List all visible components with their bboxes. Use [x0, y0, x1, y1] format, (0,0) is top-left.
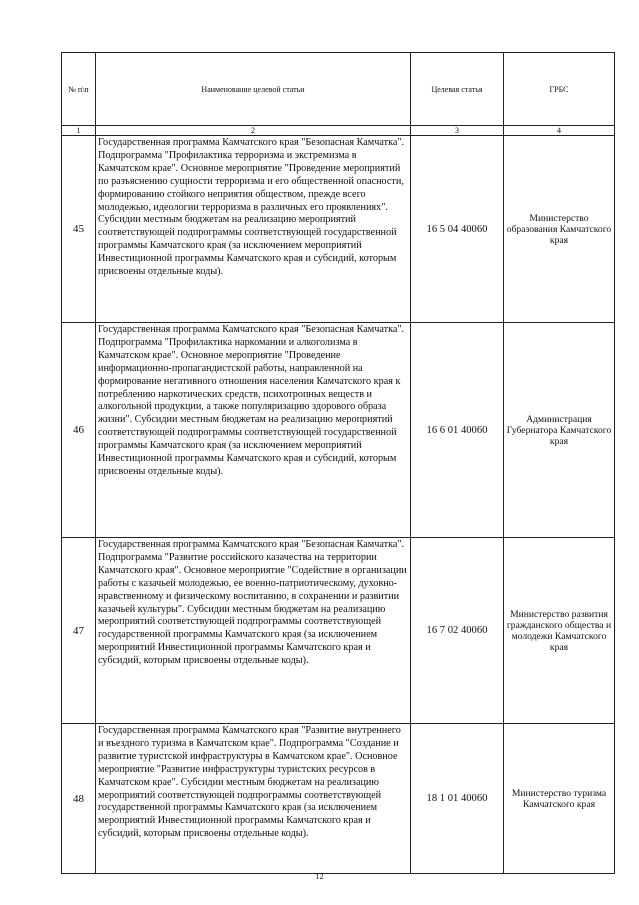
row-grbs: Администрация Губернатора Камчатского края	[504, 323, 615, 538]
header-code: Целевая статья	[411, 53, 504, 126]
row-number: 48	[62, 724, 96, 874]
column-index: 2	[96, 126, 411, 136]
row-code: 16 5 04 40060	[411, 136, 504, 323]
row-grbs: Министерство туризма Камчатского края	[504, 724, 615, 874]
row-code: 16 6 01 40060	[411, 323, 504, 538]
row-code: 16 7 02 40060	[411, 538, 504, 724]
table-header	[62, 53, 615, 126]
row-number: 47	[62, 538, 96, 724]
table-row	[62, 323, 615, 538]
header-num: № п\п	[62, 53, 96, 126]
column-index: 4	[504, 126, 615, 136]
page-number: 12	[315, 872, 324, 881]
row-grbs: Министерство образования Камчатского края	[504, 136, 615, 323]
row-name: Государственная программа Камчатского края "Развитие внутреннего и въездного туризма в Камчатском крае". Подпрограмма "Создание и развитие туристской инфраструктуры в Камчатском крае". Основное мероприятие "Развитие инфраструктуры туристских ресурсов в Камчатском крае". Субсидии местным бюджетам на реализацию мероприятий соответствующей подпрограммы соответствующей государственной программы Камчатского края (за исключением мероприятий Инвестиционной программы Камчатского края и субсидий, которым присвоены отдельные коды).	[96, 724, 411, 874]
row-number: 45	[62, 136, 96, 323]
row-grbs: Министерство развития гражданского общества и молодежи Камчатского края	[504, 538, 615, 724]
budget-table	[61, 52, 615, 874]
table-row	[62, 538, 615, 724]
row-number: 46	[62, 323, 96, 538]
column-index: 3	[411, 126, 504, 136]
row-name: Государственная программа Камчатского края "Безопасная Камчатка". Подпрограмма "Профилактика наркомании и алкоголизма в Камчатском крае". Основное мероприятие "Проведение информационно-пропагандистской работы, направленной на формирование негативного отношения населения Камчатского края к потреблению наркотических средств, психотропных веществ и алкогольной продукции, а также популяризацию здорового образа жизни". Субсидии местным бюджетам на реализацию мероприятий соответствующей подпрограммы соответствующей государственной программы Камчатского края (за исключением мероприятий Инвестиционной программы Камчатского края и субсидий, которым присвоены отдельные коды).	[96, 323, 411, 538]
row-name: Государственная программа Камчатского края "Безопасная Камчатка". Подпрограмма "Развитие российского казачества на территории Камчатского края". Основное мероприятие "Содействие в организации работы с казачьей молодежью, ее военно-патриотическому, духовно-нравственному и физическому воспитанию, в сохранении и развитии казачьей культуры". Субсидии местным бюджетам на реализацию мероприятий соответствующей подпрограммы соответствующей государственной программы Камчатского края (за исключением мероприятий Инвестиционной программы Камчатского края и субсидий, которым присвоены отдельные коды).	[96, 538, 411, 724]
table-row	[62, 724, 615, 874]
row-name: Государственная программа Камчатского края "Безопасная Камчатка". Подпрограмма "Профилактика терроризма и экстремизма в Камчатском крае". Основное мероприятие "Проведение мероприятий по разъяснению сущности терроризма и его общественной опасности, формированию стойкого неприятия обществом, прежде всего молодежью, идеологии терроризма в различных его проявлениях". Субсидии местным бюджетам на реализацию мероприятий соответствующей подпрограммы соответствующей государственной программы Камчатского края (за исключением мероприятий Инвестиционной программы Камчатского края и субсидий, которым присвоены отдельные коды).	[96, 136, 411, 323]
row-code: 18 1 01 40060	[411, 724, 504, 874]
header-grbs: ГРБС	[504, 53, 615, 126]
header-name: Наименование целевой статьи	[96, 53, 411, 126]
column-index-row	[62, 126, 615, 136]
table-row	[62, 136, 615, 323]
column-index: 1	[62, 126, 96, 136]
